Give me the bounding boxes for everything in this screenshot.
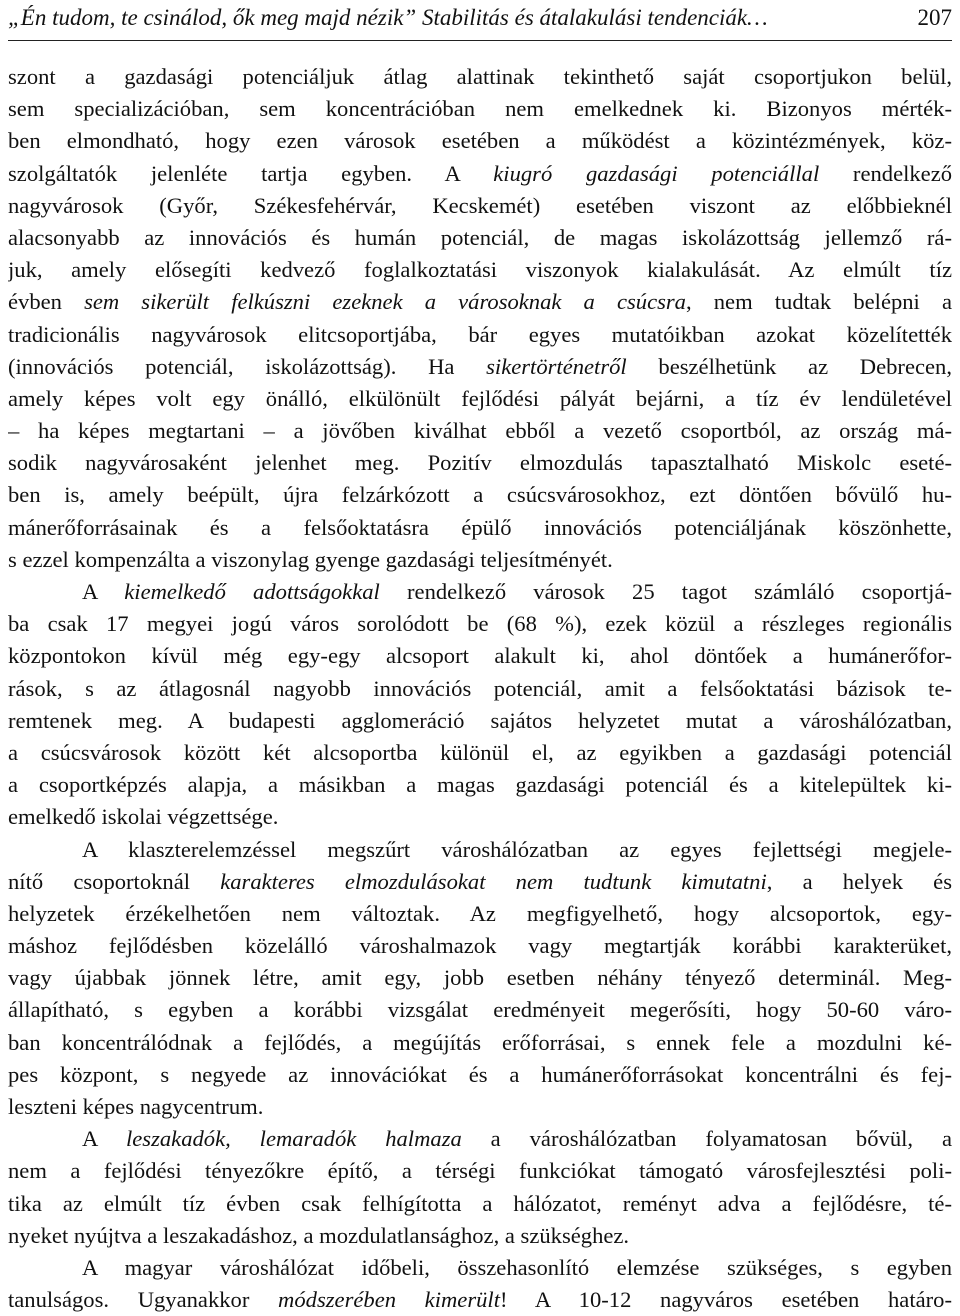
text-line [8, 190, 952, 222]
page-number: 207 [917, 5, 952, 30]
text-line [8, 479, 952, 511]
text-run: ba csak 17 megyei jogú város sorolódott be (68 %), ezek közül a részleges regionális [8, 611, 952, 637]
text-run: juk, amely elősegíti kedvező foglalkoztatási viszonyok kialakulását. Az elmúlt tíz [8, 257, 952, 283]
text-run: helyzetek érzékelhetően nem változtak. Az megfigyelhető, hogy alcsoportok, egy- [8, 900, 952, 926]
text-run: nítő csoportoknál [8, 868, 221, 894]
text-run: – ha képes megtartani – a jövőben kiválhat ebből a vezető csoportból, az ország má- [8, 418, 952, 444]
text-line [8, 834, 952, 866]
text-line [8, 962, 952, 994]
text-line [8, 93, 952, 125]
text-run: állapítható, s egyben a korábbi vizsgálat eredményeit megerősíti, hogy 50-60 váro- [8, 997, 952, 1023]
text-line [8, 286, 952, 318]
text-run: nagyvárosok (Győr, Székesfehérvár, Kecskemét) esetében viszont az előbbieknél [8, 192, 952, 218]
italic-emphasis: kiemelkedő adottságokkal [124, 579, 380, 604]
text-line [8, 1123, 952, 1155]
text-run: sem specializációban, sem koncentrációban nem emelkednek ki. Bizonyos mérték- [8, 96, 952, 122]
text-line [8, 898, 952, 930]
text-run: a csúcsvárosok között két alcsoportba különül el, az egyikben a gazdasági potenciál [8, 739, 952, 765]
text-line [8, 1091, 952, 1123]
italic-emphasis: módszerében kimerült [278, 1287, 500, 1313]
text-line [8, 866, 952, 898]
text-run: évben [8, 289, 85, 315]
text-run: nyeket nyújtva a leszakadáshoz, a mozdulatlansághoz, a szükséghez. [8, 1222, 630, 1248]
text-line [8, 930, 952, 962]
text-run: A [82, 1126, 126, 1152]
text-line [8, 512, 952, 544]
text-run: ben is, amely beépült, újra felzárkózott a csúcsvárosokhoz, ezt döntően bővülő hu- [8, 482, 952, 508]
text-line [8, 254, 952, 286]
running-header-title: „Én tudom, te csinálod, ők meg majd nézik” Stabilitás és átalakulási tendenciák… [8, 5, 768, 30]
text-run: leszteni képes nagycentrum. [8, 1094, 264, 1119]
text-run: a városhálózatban folyamatosan bővül, a [461, 1126, 952, 1152]
running-header [8, 0, 952, 41]
text-line [8, 769, 952, 801]
italic-emphasis: kiugró gazdasági potenciállal [493, 160, 820, 186]
text-line [8, 994, 952, 1026]
text-line [8, 125, 952, 157]
text-run: A magyar városhálózat időbeli, összehasonlító elemzése szükséges, s egyben [82, 1254, 952, 1280]
text-line [8, 1059, 952, 1091]
text-run: remtenek meg. A budapesti agglomeráció sajátos helyzetet mutat a városhálózatban, [8, 707, 952, 733]
text-line [8, 447, 952, 479]
text-run: szolgáltatók jelenléte tartja egyben. A [8, 160, 494, 186]
text-line [8, 576, 952, 608]
text-line [8, 415, 952, 447]
text-line [8, 737, 952, 769]
text-run: tanulságos. Ugyanakkor [8, 1287, 279, 1313]
text-line [8, 673, 952, 705]
text-run: emelkedő iskolai végzettsége. [8, 804, 279, 830]
text-run: nem a fejlődési tényezőkre építő, a térségi funkciókat támogató városfejlesztési poli- [8, 1158, 952, 1184]
italic-emphasis: karakteres elmozdulásokat nem tudtunk kimutatni [220, 868, 767, 894]
text-line [8, 705, 952, 737]
italic-emphasis: leszakadók, lemaradók halmaza [125, 1126, 462, 1152]
text-line [8, 1220, 952, 1252]
document-page [8, 0, 952, 1316]
text-run: s ezzel kompenzálta a viszonylag gyenge gazdasági teljesítményét. [8, 546, 613, 572]
body-text [8, 61, 952, 1316]
text-run: A [82, 579, 125, 604]
text-line [8, 1027, 952, 1059]
text-run: sodik nagyvárosaként jelenhet meg. Pozitív elmozdulás tapasztalható Miskolc eseté- [8, 450, 952, 476]
text-run: szont a gazdasági potenciáljuk átlag alattinak tekinthető saját csoportjukon belül, [8, 64, 952, 89]
text-run: ban koncentrálódnak a fejlődés, a megújítás erőforrásai, s ennek fele a mozdulni ké- [8, 1029, 952, 1055]
text-run: a csoportképzés alapja, a másikban a magas gazdasági potenciál és a kitelepültek ki- [8, 772, 952, 798]
text-run: tika az elmúlt tíz évben csak felhígította a hálózatot, reményt adva a fejlődésre, té- [8, 1190, 952, 1216]
text-run: máshoz fejlődésben közelálló városhalmazok vagy megtartják korábbi karakterüket, [8, 933, 952, 959]
text-line [8, 544, 952, 576]
text-run: , nem tudtak belépni a [685, 289, 952, 315]
text-run: pes központ, s negyede az innovációkat és a humánerőforrásokat koncentrálni és fej- [8, 1061, 952, 1087]
text-run: rendelkező [819, 160, 952, 186]
text-line [8, 1188, 952, 1220]
text-line [8, 640, 952, 672]
text-run: A klaszterelemzéssel megszűrt városhálózatban az egyes fejlettségi megjele- [82, 836, 952, 862]
text-line [8, 1155, 952, 1187]
text-line [8, 158, 952, 190]
text-line [8, 319, 952, 351]
text-run: (innovációs potenciál, iskolázottság). Ha [8, 353, 487, 379]
text-run: rendelkező városok 25 tagot számláló csoportjá- [379, 579, 952, 604]
italic-emphasis: sikertörténetről [486, 353, 627, 379]
text-line [8, 222, 952, 254]
text-run: mánerőforrásainak és a felsőoktatásra épülő innovációs potenciáljának köszönhette, [8, 514, 952, 540]
text-line [8, 61, 952, 93]
text-run: alacsonyabb az innovációs és humán potenciál, de magas iskolázottság jellemző rá- [8, 224, 952, 250]
text-run: rások, s az átlagosnál nagyobb innovációs potenciál, amit a felsőoktatási bázisok te- [8, 675, 952, 701]
text-line [8, 351, 952, 383]
text-run: ! A 10-12 nagyváros esetében határo- [499, 1287, 952, 1313]
text-run: vagy újabbak jönnek létre, amit egy, jobb esetben néhány tényező determinál. Meg- [8, 965, 952, 991]
text-line [8, 801, 952, 833]
text-run: beszélhetünk az Debrecen, [626, 353, 952, 379]
text-line [8, 608, 952, 640]
text-line [8, 383, 952, 415]
text-run: ben elmondható, hogy ezen városok esetében a működést a közintézmények, köz- [8, 128, 952, 154]
text-run: központokon kívül még egy-egy alcsoport alakult ki, ahol döntőek a humánerőfor- [8, 643, 952, 669]
text-line [8, 1252, 952, 1284]
text-run: tradicionális nagyvárosok elitcsoportjába, bár egyes mutatóikban azokat közelítették [8, 321, 952, 347]
text-line [8, 1284, 952, 1316]
italic-emphasis: sem sikerült felkúszni ezeknek a városoknak a csúcsra [84, 289, 686, 315]
text-run: , a helyek és [766, 868, 952, 894]
text-run: amely képes volt egy önálló, elkülönült fejlődési pályát bejárni, a tíz év lendületével [8, 385, 952, 411]
